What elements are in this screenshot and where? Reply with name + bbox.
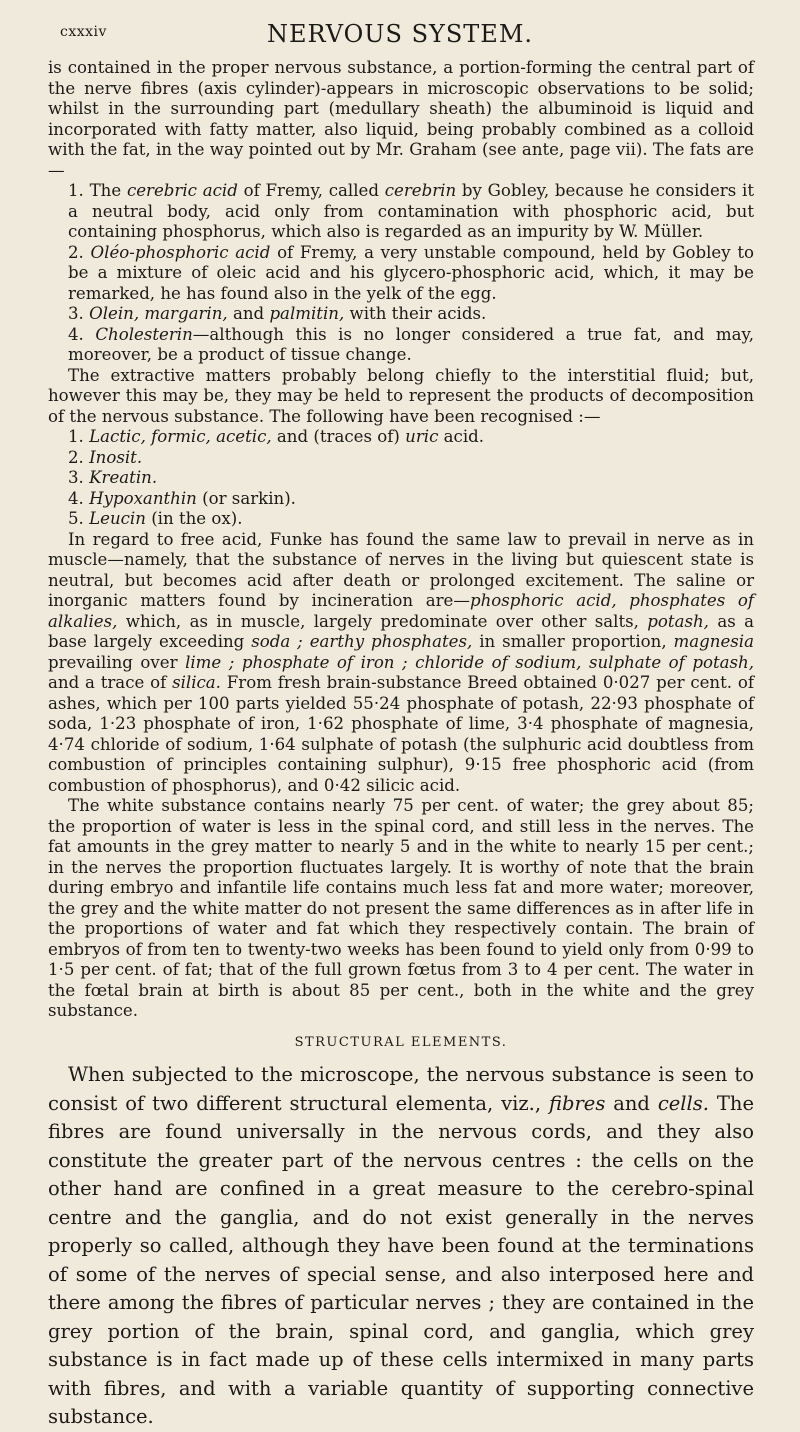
page-number: cxxxiv [60,24,107,40]
fat-item-2: 2. Oléo-phosphoric acid of Fremy, a very unstable compound, held by Gobley to be a mixture of oleic acid and his glycero-phosphoric acid, which, it may be remarked, he has found also in the yelk of the egg. [68,242,754,303]
extractive-item-1: 1. Lactic, formic, acetic, and (traces of) uric acid. [68,427,485,446]
extractive-item-4: 4. Hypoxanthin (or sarkin). [68,488,296,508]
fat-item-3: 3. Olein, margarin, and palmitin, with their acids. [68,304,487,323]
white-substance-paragraph: The white substance contains nearly 75 per cent. of water; the grey about 85; the proportion of water is less in the spinal cord, and still less in the nerves. The fat amounts in the grey matter to nearly 5 and in the white to nearly 15 per cent.; in the nerves the proportion fluctuates largely. It is worthy of note that the brain during embryo and infantile life contains much less fat and more water; moreover, the grey and the white matter do not present the same differences as in after life in the proportions of water and fat which they respectively contain. The brain of embryos of from ten to twenty-two weeks has been found to yield only from 0·99 to 1·5 per cent. of fat; that of the full grown fœtus from 3 to 4 per cent. The water in the fœtal brain at birth is about 85 per cent., both in the white and the grey substance. [48,796,754,1020]
body-text [48,58,754,1432]
extractive-item-2: 2. Inosit. [68,447,143,467]
section-heading: STRUCTURAL ELEMENTS. [294,1034,508,1050]
page-header [60,20,740,52]
fat-item-1: 1. The cerebric acid of Fremy, called cerebrin by Gobley, because he considers it a neutral body, acid only from contamination with phosphoric acid, but containing phosphorus, which also is regarded as an impurity by W. Müller. [68,181,754,241]
structural-paragraph: When subjected to the microscope, the nervous substance is seen to consist of two different structural elementa, viz., fibres and cells. The fibres are found universally in the nervous cords, and they also constitute the greater part of the nervous centres : the cells on the other hand are confined in a great measure to the cerebro-spinal centre and the ganglia, and do not exist generally in the nerves properly so called, although they have been found at the terminations of some of the nerves of special sense, and also interposed here and there among the fibres of particular nerves ; they are contained in the grey portion of the brain, spinal cord, and ganglia, which grey substance is in fact made up of these cells intermixed in many parts with fibres, and with a variable quantity of supporting connective substance. [48,1063,754,1428]
free-acid-paragraph: In regard to free acid, Funke has found the same law to prevail in nerve as in muscle—namely, that the substance of nerves in the living but quiescent state is neutral, but becomes acid after death or prolonged excitement. The saline or inorganic matters found by incineration are—phosphoric acid, phosphates of alkalies, which, as in muscle, largely predominate over other salts, potash, as a base largely exceeding soda ; earthy phosphates, in smaller proportion, magnesia prevailing over lime ; phosphate of iron ; chloride of sodium, sulphate of potash, and a trace of silica. From fresh brain-substance Breed obtained 0·027 per cent. of ashes, which per 100 parts yielded 55·24 phosphate of potash, 22·93 phosphate of soda, 1·23 phosphate of iron, 1·62 phosphate of lime, 3·4 phosphate of magnesia, 4·74 chloride of sodium, 1·64 sulphate of potash (the sulphuric acid doubtless from combustion of principles containing sulphur), 9·15 free phosphoric acid (from combustion of phosphorus), and 0·42 silicic acid. [48,529,754,795]
extractive-paragraph: The extractive matters probably belong chiefly to the interstitial fluid; but, however this may be, they may be held to represent the products of decomposition of the nervous substance. The following have been recognised :— [48,365,754,426]
opening-paragraph: is contained in the proper nervous substance, a portion-forming the central part of the nerve fibres (axis cylinder)-appears in microscopic observations to be solid; whilst in the surrounding part (medullary sheath) the albuminoid is liquid and incorporated with fatty matter, also liquid, being probably combined as a colloid with the fat, in the way pointed out by Mr. Graham (see ante, page vii). The fats are— [48,58,754,180]
running-title: NERVOUS SYSTEM. [266,20,534,48]
fat-item-4: 4. Cholesterin—although this is no longer considered a true fat, and may, moreover, be a product of tissue change. [68,324,754,364]
extractive-item-3: 3. Kreatin. [68,468,158,487]
extractive-item-5: 5. Leucin (in the ox). [68,509,243,528]
